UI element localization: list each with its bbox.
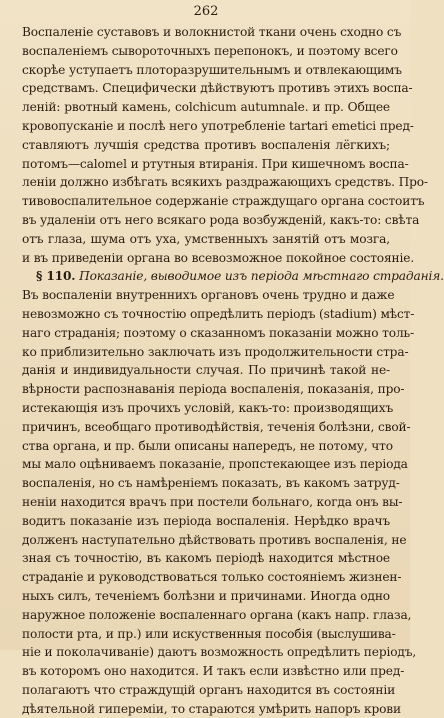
text-line: страданіе и руководствоваться только состояніемъ жизнен- <box>22 570 402 585</box>
section-heading <box>22 267 444 286</box>
text-line: истекающія изъ прочихъ условій, какъ-то: производящихъ <box>22 400 394 415</box>
text-line: отъ глаза, шума отъ уха, умственныхъ занятій отъ мозга, <box>22 231 390 246</box>
text-line: мы мало оцѣниваемъ показаніе, пропстекающее изъ періода <box>22 457 408 472</box>
text-line: средствамъ. Специфически дѣйствуютъ противъ этихъ воспа- <box>22 81 413 96</box>
text-line: ніе и поколачиваніе) даютъ возможность опредѣлить періодъ, <box>22 645 417 660</box>
page-number: 262 <box>193 4 219 19</box>
text-line: ныхъ силъ, теченіемъ болѣзни и причинами. Иногда одно <box>22 588 390 603</box>
text-line: въ которомъ оно находится. И такъ если извѣстно или пред- <box>22 664 405 679</box>
section-number: § 110. <box>36 269 76 284</box>
text-line: воспаленія, но съ намѣреніемъ показать, въ какомъ затруд- <box>22 476 400 491</box>
text-line: наго страданія; поэтому о сказанномъ показаніи можно толь- <box>22 325 415 340</box>
text-line: тивовоспалительное содержаніе страждущаго органа состоитъ <box>22 194 425 209</box>
text-line: водитъ показаніе изъ періода воспаленія. Нерѣдко врачъ <box>22 513 390 528</box>
text-line: полости рта, и пр.) или искуственныя пособія (выслушива- <box>22 626 396 641</box>
text-line: ко приблизительно заключать изъ продолжительности стра- <box>22 344 409 359</box>
text-line: леній: рвотный камень, colchicum autumnale. и пр. Общее <box>22 100 390 115</box>
text-line: кровопусканіе и послѣ него употребленіе tartari emetici пред- <box>22 118 414 133</box>
text-line: неніи находится врачъ при постели больнаго, когда онъ вы- <box>22 494 403 509</box>
text-line: леніи должно избѣгать всякихъ раздражающихъ средствъ. Про- <box>22 175 428 190</box>
text-line: ставляютъ лучшія средства противъ воспаленія лёгкихъ; <box>22 137 390 152</box>
text-line: полагаютъ что страждущій органъ находится въ состояніи <box>22 682 396 697</box>
text-line: долженъ наступательно дѣйствовать противъ воспаленія, не <box>22 532 407 547</box>
text-line: зная съ точностію, въ какомъ періодѣ находится мѣстное <box>22 551 390 566</box>
text-line: дѣятельной гипереміи, то стараются умѣрить напоръ крови <box>22 701 401 716</box>
text-line: вѣрности распознаванія періода воспаленія, показанія, про- <box>22 382 405 397</box>
text-line: Въ воспаленіи внутреннихъ органовъ очень трудно и даже <box>22 288 395 303</box>
section-title: Показаніе, выводимое изъ періода мѣстнаго страданія. <box>79 269 444 284</box>
text-line: ства органа, и пр. были описаны напередъ, не потому, что <box>22 438 393 453</box>
body-text <box>22 23 444 718</box>
text-line: и въ приведеніи органа во всевозможное покойное состояніе. <box>22 250 415 265</box>
text-line: наружное положеніе воспаленнаго органа (какъ напр. глаза, <box>22 607 412 622</box>
paragraph-1 <box>22 23 428 267</box>
text-line: невозможно съ точностію опредѣлить періодъ (stadium) мѣст- <box>22 306 415 321</box>
text-line: причинъ, всеобщаго противодѣйствія, теченія болѣзни, свой- <box>22 419 411 434</box>
text-line: въ удаленіи отъ него всякаго рода возбужденій, какъ-то: свѣта <box>22 212 420 227</box>
paragraph-2 <box>22 286 417 718</box>
text-line: данія и индивидуальности случая. По причинѣ такой не- <box>22 363 390 378</box>
text-line: Воспаленіе суставовъ и волокнистой ткани очень сходно съ <box>22 25 402 39</box>
text-line: потомъ—calomel и ртутныя втиранія. При кишечномъ воспа- <box>22 156 409 171</box>
text-line: скорѣе уступаетъ плоторазрушительнымъ и отвлекающимъ <box>22 62 402 77</box>
text-line: воспаленіемъ сывороточныхъ перепонокъ, и поэтому всего <box>22 43 398 58</box>
